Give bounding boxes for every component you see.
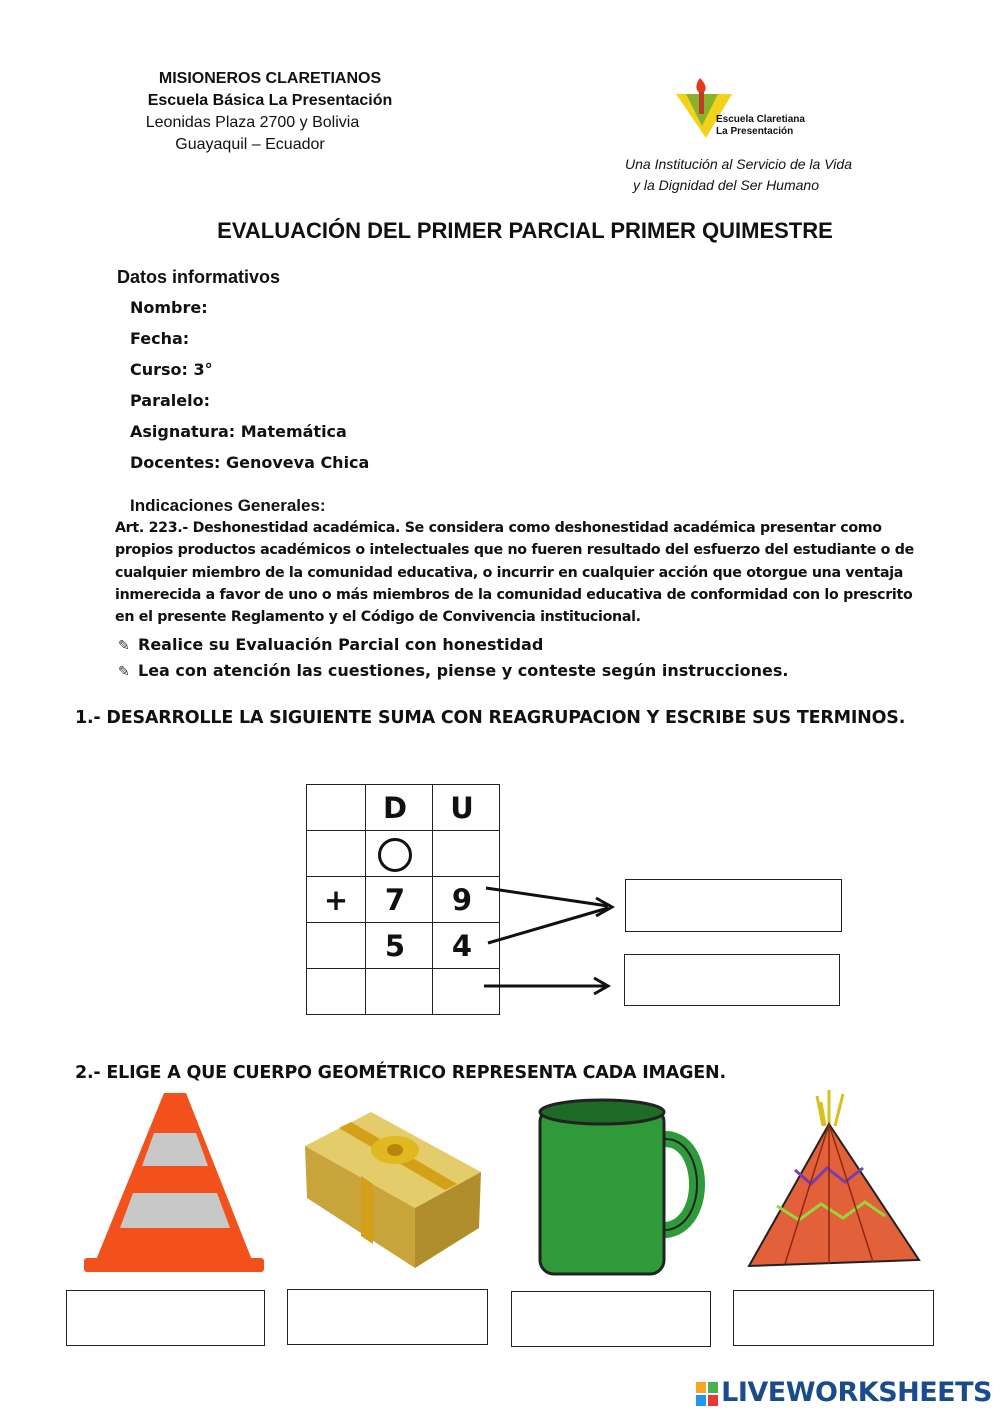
mug-image [530, 1088, 715, 1278]
cone-body [96, 1093, 252, 1260]
addend1-units: 9 [433, 877, 500, 923]
answer-box-cone[interactable] [66, 1290, 265, 1346]
addition-grid [306, 784, 500, 1015]
teepee-poles [817, 1090, 843, 1126]
addend1-tens: 7 [366, 877, 433, 923]
logo-text [716, 114, 805, 138]
result-tens[interactable] [366, 969, 433, 1015]
answer-box-gift[interactable] [287, 1289, 488, 1345]
header-units: U [433, 785, 500, 831]
arrow-line-2 [488, 908, 608, 943]
field-curso: Curso: 3° [130, 360, 213, 379]
instruction-bullet [118, 661, 789, 680]
motto-line2: y la Dignidad del Ser Humano [633, 177, 819, 193]
result-cell[interactable] [307, 969, 366, 1015]
field-fecha: Fecha: [130, 329, 190, 348]
traffic-cone-image [80, 1088, 270, 1278]
logo-line2: La Presentación [716, 126, 794, 137]
teepee-image [745, 1088, 925, 1278]
carry-cell[interactable] [366, 831, 433, 877]
answer-box-mug[interactable] [511, 1291, 711, 1347]
logo-line1: Escuela Claretiana [716, 114, 805, 125]
logo-torch [699, 92, 704, 114]
school-address: Leonidas Plaza 2700 y Bolivia [145, 114, 360, 131]
page-title: EVALUACIÓN DEL PRIMER PARCIAL PRIMER QUIMESTRE [217, 218, 833, 243]
gift-ribbon-side [361, 1176, 373, 1244]
field-paralelo: Paralelo: [130, 391, 210, 410]
motto [625, 154, 852, 196]
header-tens: D [366, 785, 433, 831]
grid-cell [307, 785, 366, 831]
addend2-tens: 5 [366, 923, 433, 969]
arrow-line-1 [486, 888, 608, 906]
answer-box-teepee[interactable] [733, 1290, 934, 1346]
arrow-head-1 [596, 898, 612, 916]
indicaciones-heading: Indicaciones Generales: [130, 496, 326, 515]
article-line: en el presente Reglamento y el Código de Convivencia institucional. [115, 609, 641, 626]
gift-box-image [303, 1088, 483, 1278]
school-city: Guayaquil – Ecuador [175, 136, 325, 153]
mug-rim [540, 1100, 664, 1124]
mug-body [540, 1108, 664, 1274]
carry-circle[interactable] [378, 838, 412, 872]
logo-flame [696, 78, 705, 94]
pencil-icon: ✎ [118, 638, 130, 654]
instruction-bullet [118, 635, 543, 654]
org-name: MISIONEROS CLARETIANOS [158, 70, 382, 87]
motto-line1: Una Institución al Servicio de la Vida [625, 156, 852, 172]
article-line: propios productos académicos o intelectuales que no fueren resultado del esfuerzo del estudiante o de [115, 542, 914, 559]
pencil-icon: ✎ [118, 664, 130, 680]
datos-heading: Datos informativos [117, 267, 281, 287]
plus-sign: + [307, 877, 366, 923]
addend2-units: 4 [433, 923, 500, 969]
bullet-text: Lea con atención las cuestiones, piense y conteste según instrucciones. [138, 661, 789, 680]
brand-text: LIVEWORKSHEETS [721, 1377, 992, 1408]
field-nombre: Nombre: [130, 298, 208, 317]
school-name: Escuela Básica La Presentación [147, 92, 393, 109]
answer-box-sum[interactable] [624, 954, 840, 1006]
cone-stripe-bottom [120, 1193, 230, 1228]
field-docentes: Docentes: Genoveva Chica [130, 453, 370, 472]
article-text [115, 517, 915, 628]
grid-cell [307, 923, 366, 969]
cone-base [84, 1258, 264, 1272]
answer-box-addends[interactable] [625, 879, 842, 932]
teepee-body [749, 1124, 919, 1266]
field-asignatura: Asignatura: Matemática [130, 422, 347, 441]
question-1: 1.- DESARROLLE LA SIGUIENTE SUMA CON REAGRUPACION Y ESCRIBE SUS TERMINOS. [75, 708, 906, 728]
article-line: inmerecida a favor de uno o más miembros de la comunidad educativa de conformidad con lo prescrito [115, 586, 913, 603]
liveworksheets-brand [696, 1377, 992, 1408]
bullet-text: Realice su Evaluación Parcial con honestidad [138, 635, 544, 654]
grid-cell [307, 831, 366, 877]
gift-bow-knot [387, 1144, 403, 1156]
article-line: Art. 223.- Deshonestidad académica. Se considera como deshonestidad académica presentar como [115, 520, 882, 536]
article-line: cualquier miembro de la comunidad educativa, o incurrir en cualquier acción que otorgue una ventaja [115, 564, 904, 581]
question-2: 2.- ELIGE A QUE CUERPO GEOMÉTRICO REPRESENTA CADA IMAGEN. [75, 1063, 726, 1083]
liveworksheets-logo-icon [696, 1382, 718, 1406]
term-arrows [480, 870, 630, 1000]
school-header [0, 68, 540, 156]
